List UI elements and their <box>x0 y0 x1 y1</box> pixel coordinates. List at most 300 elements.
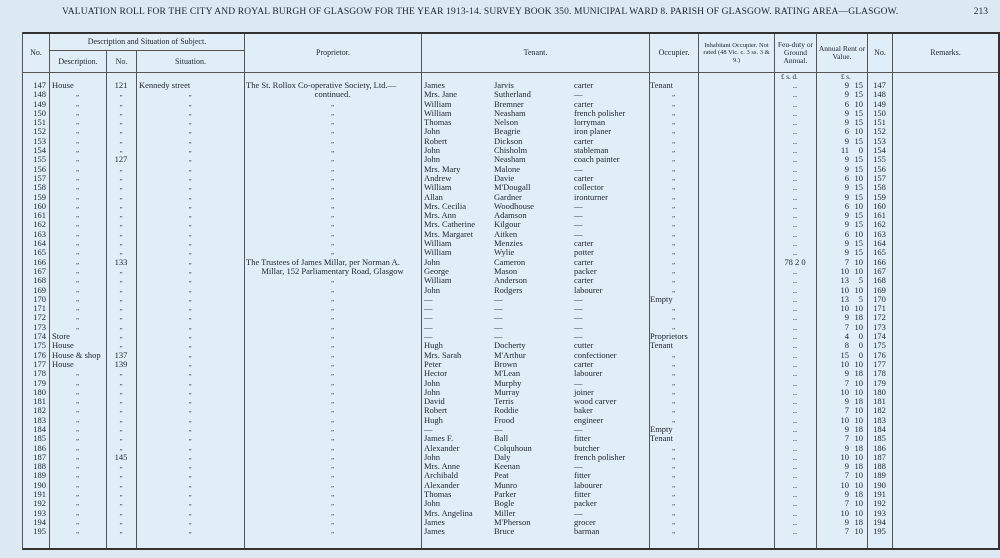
situation: „ <box>188 397 192 406</box>
situation: „ <box>188 173 192 182</box>
number: „ <box>119 136 123 145</box>
number: 121 <box>114 81 128 90</box>
occupier: „ <box>671 211 676 220</box>
inhabitant-occupier <box>698 276 774 285</box>
rent <box>816 341 867 350</box>
remarks <box>892 341 998 350</box>
inhabitant-occupier <box>698 527 774 536</box>
tenant-first-name: James <box>424 527 445 537</box>
description: „ <box>75 424 80 433</box>
table-row <box>23 118 998 127</box>
remarks <box>892 146 998 155</box>
occupier: „ <box>671 257 676 266</box>
proprietor: continued. <box>314 90 351 100</box>
rent <box>816 276 867 285</box>
number: „ <box>119 462 123 471</box>
situation: Kennedy street <box>139 81 191 90</box>
proprietor: „ <box>330 332 335 341</box>
row-no-right: 178 <box>873 369 886 379</box>
rent-pounds: 9 <box>844 211 849 221</box>
occupier: „ <box>671 146 676 155</box>
feu-duty: .. <box>792 266 798 276</box>
row-no: 175 <box>33 341 46 351</box>
rent <box>816 406 867 415</box>
rent <box>816 351 867 360</box>
row-no-right: 154 <box>873 146 886 156</box>
number: „ <box>119 397 123 406</box>
description: House & shop <box>52 350 101 360</box>
occupier: „ <box>671 462 676 471</box>
table-row <box>23 406 998 415</box>
situation: „ <box>188 434 192 443</box>
occupier: „ <box>671 517 676 526</box>
tenant-surname: Miller <box>494 508 516 518</box>
rent-shillings: 18 <box>854 443 863 453</box>
table-row <box>23 323 998 332</box>
number: „ <box>119 201 123 210</box>
description: „ <box>75 313 80 322</box>
tenant-occupation: french polisher <box>574 108 626 118</box>
description: „ <box>75 220 80 229</box>
remarks <box>892 304 998 313</box>
tenant-occupation: — <box>574 313 583 323</box>
situation: „ <box>188 369 192 378</box>
rent-shillings: 15 <box>854 90 863 100</box>
remarks <box>892 444 998 453</box>
tenant-surname: Anderson <box>494 276 528 286</box>
description: „ <box>75 517 80 526</box>
description: „ <box>75 239 80 248</box>
inhabitant-occupier <box>698 155 774 164</box>
description: „ <box>75 108 80 117</box>
number: 133 <box>114 257 128 267</box>
row-no-right: 161 <box>873 211 886 221</box>
inhabitant-occupier <box>698 220 774 229</box>
remarks <box>892 509 998 518</box>
occupier: „ <box>671 359 676 368</box>
tenant-surname: Docherty <box>494 341 526 351</box>
tenant-first-name: — <box>424 424 433 434</box>
inhabitant-occupier <box>698 490 774 499</box>
rent <box>816 332 867 341</box>
occupier: „ <box>671 490 676 499</box>
description: „ <box>75 201 80 210</box>
table-row <box>23 258 998 267</box>
tenant-first-name: William <box>424 183 452 193</box>
rent-pounds: 11 <box>840 146 849 156</box>
rent-shillings: 15 <box>854 118 863 128</box>
rent-pounds: 9 <box>844 490 849 500</box>
situation: „ <box>188 443 192 452</box>
situation: „ <box>188 136 192 145</box>
rent <box>816 248 867 257</box>
number: „ <box>119 499 123 508</box>
inhabitant-occupier <box>698 332 774 341</box>
rent <box>816 100 867 109</box>
row-no: 180 <box>33 387 46 397</box>
inhabitant-occupier <box>698 360 774 369</box>
proprietor: „ <box>330 387 335 396</box>
number: „ <box>119 220 123 229</box>
description: „ <box>75 369 80 378</box>
rent-pounds: 13 <box>840 294 849 304</box>
rent-pounds: 7 <box>844 471 849 481</box>
rent <box>816 397 867 406</box>
rent <box>816 369 867 378</box>
remarks <box>892 276 998 285</box>
row-no-right: 183 <box>873 415 886 425</box>
table-row <box>23 276 998 285</box>
row-no: 165 <box>33 248 46 258</box>
situation: „ <box>188 164 192 173</box>
occupier: Empty <box>650 294 673 304</box>
tenant-first-name: Mrs. Cecilia <box>424 201 467 211</box>
tenant-first-name: William <box>424 239 452 249</box>
occupier: „ <box>671 155 676 164</box>
table-row <box>23 230 998 239</box>
row-no: 193 <box>33 508 46 518</box>
table-row <box>23 341 998 350</box>
remarks <box>892 369 998 378</box>
row-no: 194 <box>33 517 46 527</box>
rent <box>816 211 867 220</box>
tenant-occupation: ironturner <box>574 192 608 202</box>
situation: „ <box>188 192 192 201</box>
rent <box>816 453 867 462</box>
remarks <box>892 416 998 425</box>
rent-pounds: 9 <box>844 517 849 527</box>
remarks <box>892 406 998 415</box>
tenant-first-name: William <box>424 248 452 258</box>
table-row <box>23 202 998 211</box>
tenant-first-name: David <box>424 397 445 407</box>
rent <box>816 202 867 211</box>
table-row <box>23 155 998 164</box>
tenant-first-name: William <box>424 276 452 286</box>
number: 139 <box>114 359 128 369</box>
row-no: 168 <box>33 276 46 286</box>
tenant-surname: Parker <box>494 490 517 500</box>
rent-pounds: 9 <box>844 108 849 118</box>
description: „ <box>75 136 80 145</box>
tenant-surname: Colquhoun <box>494 443 532 453</box>
situation: „ <box>188 146 192 155</box>
row-no: 160 <box>33 201 46 211</box>
tenant-first-name: George <box>424 266 449 276</box>
rent <box>816 471 867 480</box>
row-no-right: 175 <box>873 341 886 351</box>
tenant-surname: — <box>494 424 503 434</box>
description: „ <box>75 387 80 396</box>
number: „ <box>119 434 123 443</box>
feu-duty: .. <box>792 192 798 202</box>
tenant-surname: M'Lean <box>494 369 521 379</box>
header-inhabitant-occupier: Inhabitant Occupier. Not rated (48 Vic. c. 3 ss. 3 & 9.) <box>698 34 774 72</box>
row-no-right: 150 <box>873 108 886 118</box>
remarks <box>892 183 998 192</box>
row-no: 172 <box>33 313 46 323</box>
rent-shillings: 15 <box>854 220 863 230</box>
occupier: Empty <box>650 424 673 434</box>
rent <box>816 313 867 322</box>
rent-shillings: 15 <box>854 81 863 90</box>
remarks <box>892 239 998 248</box>
tenant-occupation: coach painter <box>574 155 620 165</box>
row-no-right: 195 <box>873 527 886 537</box>
rent-pounds: 6 <box>844 99 849 109</box>
row-no-right: 165 <box>873 248 886 258</box>
rent-shillings: 10 <box>854 471 863 481</box>
tenant-first-name: Thomas <box>424 118 452 128</box>
rent-pounds: 7 <box>844 322 849 332</box>
rent <box>816 323 867 332</box>
tenant-occupation: fitter <box>574 434 591 444</box>
rent-shillings: 10 <box>854 406 863 416</box>
inhabitant-occupier <box>698 137 774 146</box>
tenant-first-name: Alexander <box>424 480 460 490</box>
situation: „ <box>188 313 192 322</box>
rent-pounds: 8 <box>844 341 849 351</box>
feu-duty: 78 2 0 <box>784 257 806 267</box>
number: „ <box>119 294 123 303</box>
remarks <box>892 518 998 527</box>
row-no: 187 <box>33 452 46 462</box>
rent-pounds: 9 <box>844 397 849 407</box>
row-no: 185 <box>33 434 46 444</box>
remarks <box>892 193 998 202</box>
description: „ <box>75 378 80 387</box>
description: „ <box>75 155 80 164</box>
description: „ <box>75 164 80 173</box>
row-no-right: 194 <box>873 517 886 527</box>
rent-shillings: 15 <box>854 248 863 258</box>
rent-shillings: 5 <box>858 294 863 304</box>
tenant-occupation: — <box>574 90 583 100</box>
tenant-occupation: — <box>574 164 583 174</box>
situation: „ <box>188 332 192 341</box>
rent-pounds: 7 <box>844 378 849 388</box>
tenant-occupation: — <box>574 424 583 434</box>
inhabitant-occupier <box>698 304 774 313</box>
number: „ <box>119 192 123 201</box>
table-row <box>23 462 998 471</box>
rent-shillings: 10 <box>854 387 863 397</box>
rent-pounds: 10 <box>840 480 849 490</box>
feu-duty: .. <box>792 471 798 481</box>
proprietor: „ <box>330 294 335 303</box>
situation: „ <box>188 490 192 499</box>
tenant-first-name: Archibald <box>424 471 458 481</box>
situation: „ <box>188 462 192 471</box>
occupier: „ <box>671 99 676 108</box>
tenant-surname: Daly <box>494 452 511 462</box>
rent-shillings: 10 <box>854 527 863 537</box>
table-header <box>23 34 998 73</box>
tenant-first-name: — <box>424 313 433 323</box>
feu-duty: .. <box>792 387 798 397</box>
feu-duty: .. <box>792 378 798 388</box>
rent-shillings: 0 <box>858 350 863 360</box>
tenant-surname: Malone <box>494 164 520 174</box>
description: „ <box>75 192 80 201</box>
occupier: „ <box>671 369 676 378</box>
proprietor: „ <box>330 248 335 257</box>
rent <box>816 146 867 155</box>
description: „ <box>75 397 80 406</box>
feu-duty: .. <box>792 108 798 118</box>
table-row <box>23 286 998 295</box>
table-row <box>23 434 998 443</box>
number: „ <box>119 332 123 341</box>
feu-duty: .. <box>792 118 798 128</box>
rent <box>816 258 867 267</box>
tenant-surname: Chisholm <box>494 146 528 156</box>
tenant-occupation: grocer <box>574 517 596 527</box>
table-row <box>23 518 998 527</box>
proprietor: „ <box>330 276 335 285</box>
number: „ <box>119 508 123 517</box>
inhabitant-occupier <box>698 341 774 350</box>
rent <box>816 155 867 164</box>
remarks <box>892 499 998 508</box>
row-no-right: 180 <box>873 387 886 397</box>
tenant-first-name: — <box>424 322 433 332</box>
inhabitant-occupier <box>698 369 774 378</box>
tenant-occupation: — <box>574 229 583 239</box>
tenant-first-name: Mrs. Catherine <box>424 220 475 230</box>
occupier: „ <box>671 397 676 406</box>
tenant-occupation: carter <box>574 99 594 109</box>
description: „ <box>75 480 80 489</box>
occupier: „ <box>671 443 676 452</box>
row-no-right: 192 <box>873 499 886 509</box>
occupier: „ <box>671 164 676 173</box>
remarks <box>892 462 998 471</box>
rent <box>816 286 867 295</box>
row-no: 159 <box>33 192 46 202</box>
rent-shillings: 10 <box>854 322 863 332</box>
table-row <box>23 509 998 518</box>
inhabitant-occupier <box>698 286 774 295</box>
inhabitant-occupier <box>698 444 774 453</box>
remarks <box>892 351 998 360</box>
situation: „ <box>188 118 192 127</box>
situation: „ <box>188 378 192 387</box>
remarks <box>892 481 998 490</box>
situation: „ <box>188 350 192 359</box>
feu-duty: .. <box>792 90 798 100</box>
table-row <box>23 416 998 425</box>
row-no: 174 <box>33 332 46 342</box>
situation: „ <box>188 341 192 350</box>
feu-duty: .. <box>792 508 798 518</box>
feu-duty: .. <box>792 424 798 434</box>
proprietor: „ <box>330 480 335 489</box>
occupier: „ <box>671 118 676 127</box>
row-no: 147 <box>33 81 46 90</box>
tenant-occupation: — <box>574 462 583 472</box>
table-row <box>23 481 998 490</box>
tenant-first-name: Hugh <box>424 341 443 351</box>
number: „ <box>119 313 123 322</box>
proprietor: „ <box>330 322 335 331</box>
rent-pounds: 9 <box>844 164 849 174</box>
feu-duty: .. <box>792 527 798 537</box>
tenant-occupation: barman <box>574 527 600 537</box>
inhabitant-occupier <box>698 118 774 127</box>
tenant-first-name: Peter <box>424 359 442 369</box>
row-no: 153 <box>33 136 46 146</box>
proprietor: „ <box>330 397 335 406</box>
occupier: „ <box>671 527 676 536</box>
proprietor: „ <box>330 350 335 359</box>
row-no-right: 185 <box>873 434 886 444</box>
rent-pounds: 6 <box>844 173 849 183</box>
description: „ <box>75 266 80 275</box>
inhabitant-occupier <box>698 471 774 480</box>
situation: „ <box>188 266 192 275</box>
inhabitant-occupier <box>698 323 774 332</box>
tenant-occupation: carter <box>574 359 594 369</box>
tenant-first-name: John <box>424 387 441 397</box>
inhabitant-occupier <box>698 295 774 304</box>
row-no-right: 190 <box>873 480 886 490</box>
tenant-surname: Bruce <box>494 527 515 537</box>
row-no: 156 <box>33 164 46 174</box>
situation: „ <box>188 406 192 415</box>
rent-pounds: 6 <box>844 127 849 137</box>
table-row <box>23 499 998 508</box>
rent-pounds: 9 <box>844 118 849 128</box>
rent-pounds: 9 <box>844 81 849 90</box>
table-row <box>23 453 998 462</box>
description: „ <box>75 90 80 99</box>
situation: „ <box>188 452 192 461</box>
table-row <box>23 490 998 499</box>
row-no: 190 <box>33 480 46 490</box>
tenant-first-name: — <box>424 304 433 314</box>
proprietor: „ <box>330 99 335 108</box>
rent-shillings: 10 <box>854 99 863 109</box>
tenant-first-name: Hugh <box>424 415 443 425</box>
table-row <box>23 137 998 146</box>
proprietor: „ <box>330 118 335 127</box>
tenant-occupation: collector <box>574 183 604 193</box>
number: „ <box>119 211 123 220</box>
row-no-right: 184 <box>873 424 886 434</box>
table-row <box>23 360 998 369</box>
rent-shillings: 15 <box>854 164 863 174</box>
number: „ <box>119 239 123 248</box>
tenant-surname: Murray <box>494 387 520 397</box>
number: „ <box>119 118 123 127</box>
tenant-surname: Neasham <box>494 108 526 118</box>
occupier: Tenant <box>650 434 674 444</box>
number: „ <box>119 108 123 117</box>
feu-duty: .. <box>792 452 798 462</box>
remarks <box>892 174 998 183</box>
row-no-right: 169 <box>873 285 886 295</box>
remarks <box>892 286 998 295</box>
number: „ <box>119 387 123 396</box>
tenant-occupation: wood carver <box>574 397 617 407</box>
feu-duty: .. <box>792 201 798 211</box>
description: „ <box>75 229 80 238</box>
tenant-occupation: packer <box>574 266 597 276</box>
description: „ <box>75 304 80 313</box>
rent-pounds: 6 <box>844 229 849 239</box>
description: „ <box>75 471 80 480</box>
